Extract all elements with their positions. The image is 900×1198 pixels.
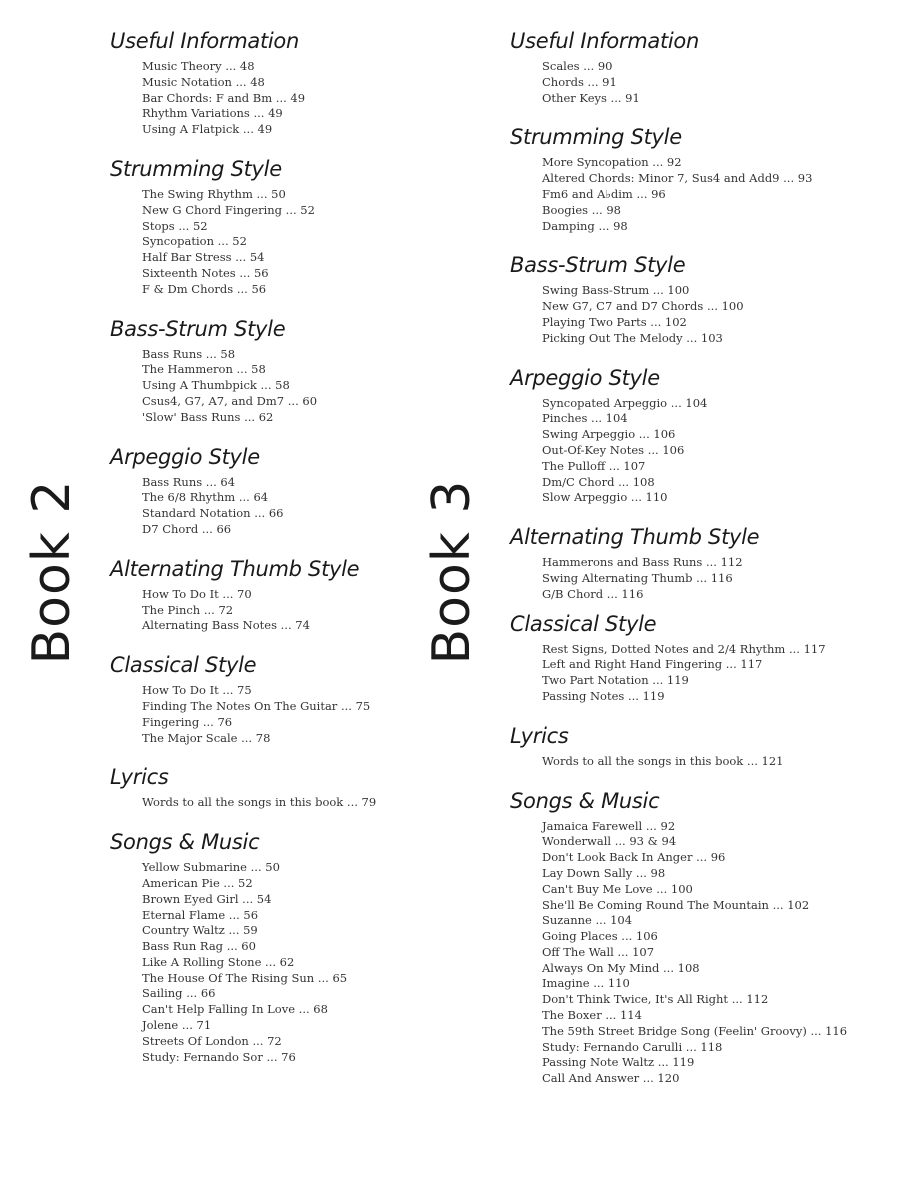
toc-entry: Boogies ... 98 [542,202,621,217]
entry-list [110,347,470,426]
toc-entry: Study: Fernando Carulli ... 118 [542,1039,723,1054]
section-classical-style [110,652,470,746]
toc-entry: Brown Eyed Girl ... 54 [142,891,272,906]
toc-entry: Lay Down Sally ... 98 [542,865,666,880]
toc-entry: Standard Notation ... 66 [142,506,284,521]
toc-entry: Swing Alternating Thumb ... 116 [542,570,733,585]
toc-entry: More Syncopation ... 92 [542,155,682,170]
entry-list [510,396,870,507]
section-title: Strumming Style [110,156,282,181]
toc-entry: Study: Fernando Sor ... 76 [142,1049,296,1064]
toc-entry: Picking Out The Melody ... 103 [542,330,723,345]
section-title: Songs & Music [110,830,260,855]
toc-entry: Always On My Mind ... 108 [542,960,700,975]
section-title: Strumming Style [510,125,682,150]
toc-entry: G/B Chord ... 116 [542,586,644,601]
toc-entry: The Hammeron ... 58 [142,362,266,377]
entry-list [510,754,870,770]
section-title: Bass-Strum Style [510,253,686,278]
toc-entry: Passing Notes ... 119 [542,688,665,703]
section-strumming-style [110,156,470,298]
toc-entry: Streets Of London ... 72 [142,1033,282,1048]
entry-list [510,59,870,106]
toc-entry: F & Dm Chords ... 56 [142,281,267,296]
entry-list [510,819,870,1088]
toc-entry: Yellow Submarine ... 50 [142,860,280,875]
toc-entry: New G7, C7 and D7 Chords ... 100 [542,299,744,314]
section-bass-strum-style [110,316,470,426]
section-arpeggio-style [110,444,470,538]
toc-entry: Syncopated Arpeggio ... 104 [542,395,708,410]
toc-entry: The Major Scale ... 78 [142,730,271,745]
toc-entry: Damping ... 98 [542,218,628,233]
toc-entry: Sailing ... 66 [142,986,216,1001]
section-title: Lyrics [510,723,569,748]
toc-entry: Music Theory ... 48 [142,59,255,73]
section-classical-style [510,611,870,705]
entry-list [110,683,470,746]
section-lyrics [510,723,870,770]
toc-entry: 'Slow' Bass Runs ... 62 [142,409,274,424]
toc-entry: Swing Bass-Strum ... 100 [542,283,690,298]
toc-entry: Don't Look Back In Anger ... 96 [542,850,726,865]
book-3-label: Book 3 [422,479,482,665]
entry-list [510,555,870,602]
toc-entry: Wonderwall ... 93 & 94 [542,834,677,849]
entry-list [110,187,470,298]
section-alternating-thumb-style [110,556,470,634]
section-title: Bass-Strum Style [110,316,286,341]
book-2-label: Book 2 [22,479,82,665]
section-useful-information [110,28,470,138]
toc-entry: Csus4, G7, A7, and Dm7 ... 60 [142,393,318,408]
toc-entry: Scales ... 90 [542,59,613,73]
toc-entry: Other Keys ... 91 [542,90,640,105]
book-2-contents [110,28,470,1065]
section-arpeggio-style [510,365,870,507]
toc-entry: Passing Note Waltz ... 119 [542,1055,695,1070]
section-title: Classical Style [510,611,657,636]
toc-entry: Using A Thumbpick ... 58 [142,378,290,393]
toc-entry: Finding The Notes On The Guitar ... 75 [142,698,371,713]
toc-entry: Country Waltz ... 59 [142,923,258,938]
entry-list [510,155,870,234]
toc-entry: Bass Runs ... 64 [142,474,236,489]
toc-entry: Sixteenth Notes ... 56 [142,265,269,280]
toc-entry: Call And Answer ... 120 [542,1071,680,1086]
entry-list [110,59,470,138]
toc-entry: Can't Help Falling In Love ... 68 [142,1002,328,1017]
toc-entry: Two Part Notation ... 119 [542,673,689,688]
section-lyrics [110,764,470,811]
toc-entry: Left and Right Hand Fingering ... 117 [542,657,763,672]
toc-entry: She'll Be Coming Round The Mountain ... 102 [542,897,810,912]
toc-entry: Jamaica Farewell ... 92 [542,818,676,833]
section-title: Songs & Music [510,788,660,813]
toc-entry: Music Notation ... 48 [142,74,265,89]
section-title: Lyrics [110,765,169,790]
toc-entry: Playing Two Parts ... 102 [542,314,687,329]
toc-entry: The Swing Rhythm ... 50 [142,186,286,201]
toc-entry: Bass Run Rag ... 60 [142,939,256,954]
section-title: Alternating Thumb Style [510,525,760,550]
section-title: Useful Information [110,29,299,53]
section-songs-and-music [510,788,870,1088]
entry-list [510,283,870,346]
toc-entry: The Boxer ... 114 [542,1008,642,1023]
toc-entry: Pinches ... 104 [542,411,628,426]
toc-entry: Rest Signs, Dotted Notes and 2/4 Rhythm ... 117 [542,641,826,656]
toc-entry: The House Of The Rising Sun ... 65 [142,970,348,985]
section-alternating-thumb-style [510,524,870,602]
toc-entry: How To Do It ... 75 [142,683,252,698]
toc-entry: Syncopation ... 52 [142,234,247,249]
section-useful-information [510,28,870,106]
entry-list [110,795,470,811]
entry-list [110,475,470,538]
toc-entry: Swing Arpeggio ... 106 [542,427,676,442]
toc-entry: American Pie ... 52 [142,875,253,890]
toc-entry: Half Bar Stress ... 54 [142,250,265,265]
toc-entry: Rhythm Variations ... 49 [142,106,283,121]
toc-entry: The Pulloff ... 107 [542,458,646,473]
section-title: Arpeggio Style [110,444,260,469]
toc-entry: Fm6 and A♭dim ... 96 [542,186,666,201]
toc-entry: Eternal Flame ... 56 [142,907,259,922]
entry-list [510,642,870,705]
entry-list [110,587,470,634]
section-title: Arpeggio Style [510,365,660,390]
toc-entry: Dm/C Chord ... 108 [542,474,655,489]
section-title: Classical Style [110,653,257,678]
toc-entry: Fingering ... 76 [142,714,233,729]
toc-entry: Words to all the songs in this book ... 121 [542,753,784,768]
toc-entry: Going Places ... 106 [542,929,658,944]
toc-entry: D7 Chord ... 66 [142,521,232,536]
section-strumming-style [510,124,870,234]
section-title: Alternating Thumb Style [110,556,360,581]
toc-entry: Bass Runs ... 58 [142,346,236,361]
toc-entry: Like A Rolling Stone ... 62 [142,954,295,969]
toc-entry: Can't Buy Me Love ... 100 [542,881,693,896]
section-bass-strum-style [510,252,870,346]
toc-entry: Stops ... 52 [142,218,208,233]
toc-entry: Chords ... 91 [542,74,617,89]
toc-entry: Alternating Bass Notes ... 74 [142,618,310,633]
toc-entry: Off The Wall ... 107 [542,944,655,959]
section-songs-and-music [110,829,470,1065]
toc-entry: How To Do It ... 70 [142,586,252,601]
toc-entry: Using A Flatpick ... 49 [142,122,273,137]
toc-entry: Suzanne ... 104 [542,913,633,928]
toc-entry: Imagine ... 110 [542,976,630,991]
toc-entry: New G Chord Fingering ... 52 [142,202,315,217]
toc-entry: Hammerons and Bass Runs ... 112 [542,555,743,570]
book-3-contents [510,28,870,1087]
toc-entry: Don't Think Twice, It's All Right ... 112 [542,992,769,1007]
toc-entry: The Pinch ... 72 [142,602,234,617]
toc-entry: Jolene ... 71 [142,1018,212,1033]
toc-entry: The 59th Street Bridge Song (Feelin' Groovy) ... 116 [542,1023,848,1038]
toc-entry: Words to all the songs in this book ... 79 [142,795,377,810]
toc-entry: The 6/8 Rhythm ... 64 [142,490,269,505]
toc-entry: Bar Chords: F and Bm ... 49 [142,90,306,105]
entry-list [110,860,470,1065]
toc-entry: Out-Of-Key Notes ... 106 [542,442,685,457]
section-title: Useful Information [510,29,699,53]
toc-entry: Altered Chords: Minor 7, Sus4 and Add9 ... 93 [542,171,813,186]
toc-entry: Slow Arpeggio ... 110 [542,490,668,505]
